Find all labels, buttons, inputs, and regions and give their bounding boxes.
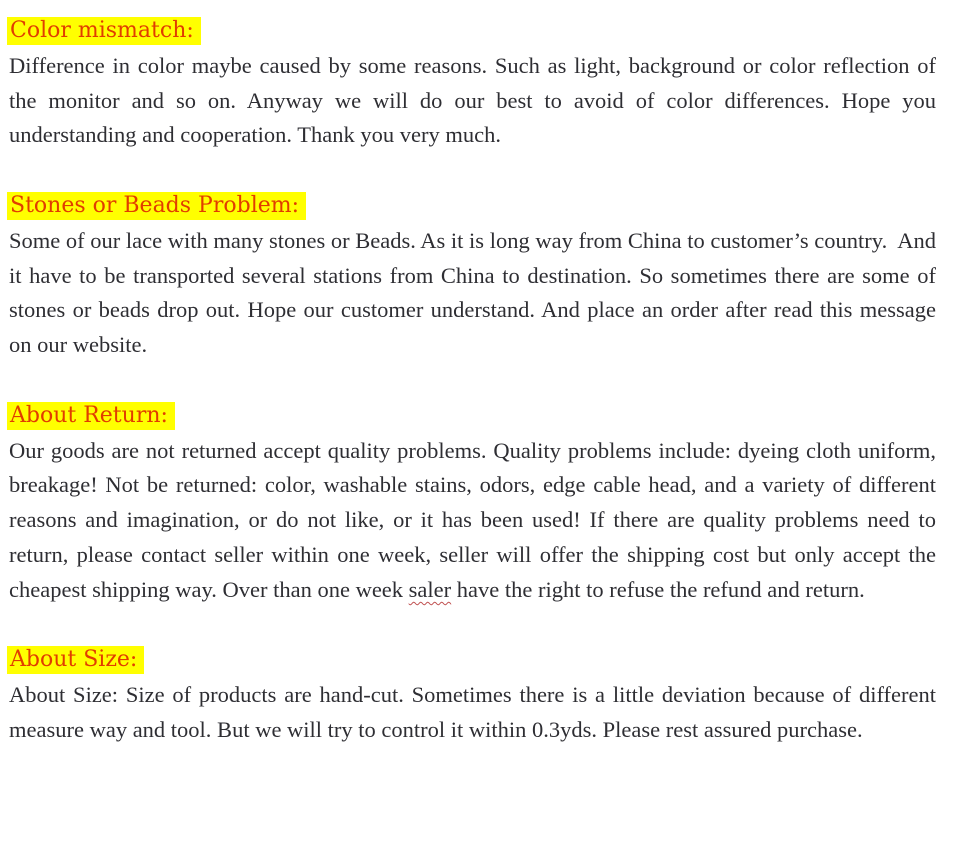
heading-line — [9, 398, 936, 434]
heading-line — [9, 13, 936, 49]
section-heading-highlight: About Size: — [7, 646, 144, 674]
section-heading-highlight: About Return: — [7, 402, 175, 430]
paragraph-text: Our goods are not returned accept quality problems. Quality problems include: dyeing cloth uniform, breakage! Not be returned: color, washable stains, odors, edge cable head, and a variety of different reasons and imagination, or do not like, or it has been used! If there are quality problems need to return, please contact seller within one week, seller will offer the shipping cost but only accept the cheapest shipping way. Over than one week — [9, 437, 936, 602]
section-paragraph — [9, 434, 936, 608]
section-stones-or-beads-problem — [9, 188, 936, 363]
paragraph-text: have the right to refuse the refund and return. — [451, 576, 865, 602]
section-about-return — [9, 398, 936, 608]
section-about-size — [9, 642, 936, 747]
misspelled-word: saler — [408, 576, 452, 602]
section-paragraph: About Size: Size of products are hand-cut. Sometimes there is a little deviation because of different measure way and tool. But we will try to control it within 0.3yds. Please rest assured purchase. — [9, 682, 936, 742]
section-paragraph: Difference in color maybe caused by some reasons. Such as light, background or color reflection of the monitor and so on. Anyway we will do our best to avoid of color differences. Hope you understanding and cooperation. Thank you very much. — [9, 52, 936, 148]
section-heading-highlight: Color mismatch: — [7, 17, 201, 45]
heading-line — [9, 188, 936, 224]
heading-line — [9, 642, 936, 678]
section-color-mismatch — [9, 13, 936, 153]
section-paragraph: Some of our lace with many stones or Beads. As it is long way from China to customer’s country. And it have to be transported several stations from China to destination. So sometimes there are some of stones or beads drop out. Hope our customer understand. And place an order after read this message on our website. — [9, 227, 936, 358]
section-heading-highlight: Stones or Beads Problem: — [7, 192, 306, 220]
